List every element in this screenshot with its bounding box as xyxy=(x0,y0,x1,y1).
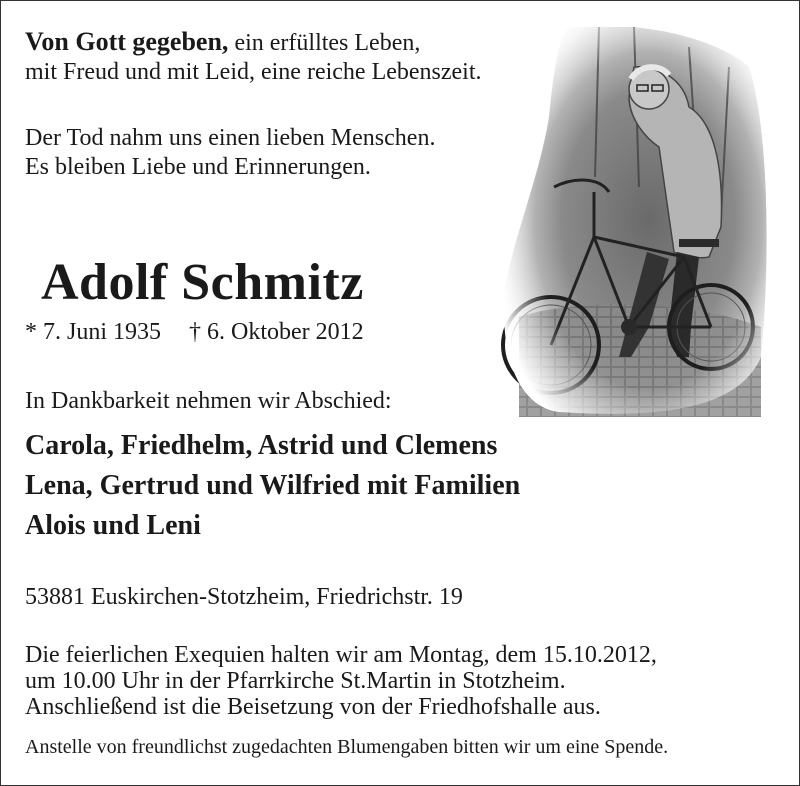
deceased-name: Adolf Schmitz xyxy=(41,254,364,311)
verse-line-2: mit Freud und mit Leid, eine reiche Lebenszeit. xyxy=(25,59,482,85)
service-line-3: Anschließend ist die Beisetzung von der Friedhofshalle aus. xyxy=(25,694,601,720)
death-date: † 6. Oktober 2012 xyxy=(189,319,364,345)
mourners-list xyxy=(25,426,520,546)
man-with-bicycle-photo xyxy=(499,27,767,417)
verse-lead-rest: ein erfülltes Leben, xyxy=(228,30,421,56)
second-verse-line-1: Der Tod nahm uns einen lieben Menschen. xyxy=(25,125,436,151)
service-line-1: Die feierlichen Exequien halten wir am Montag, dem 15.10.2012, xyxy=(25,642,657,668)
second-verse xyxy=(25,124,435,182)
mourner-line: Lena, Gertrud und Wilfried mit Familien xyxy=(25,470,521,501)
service-info xyxy=(25,642,657,720)
birth-date: * 7. Juni 1935 xyxy=(25,319,162,345)
verse-lead: Von Gott gegeben, xyxy=(25,27,229,56)
life-dates xyxy=(25,319,364,346)
donation-note: Anstelle von freundlichst zugedachten Blumengaben bitten wir um eine Spende. xyxy=(25,736,669,758)
opening-verse xyxy=(25,27,482,87)
address: 53881 Euskirchen-Stotzheim, Friedrichstr. 19 xyxy=(25,584,463,610)
second-verse-line-2: Es bleiben Liebe und Erinnerungen. xyxy=(25,154,371,180)
farewell-intro: In Dankbarkeit nehmen wir Abschied: xyxy=(25,388,392,414)
service-line-2: um 10.00 Uhr in der Pfarrkirche St.Martin in Stotzheim. xyxy=(25,668,566,694)
mourner-line: Alois und Leni xyxy=(25,510,201,541)
verse-line-1 xyxy=(25,27,482,58)
mourner-line: Carola, Friedhelm, Astrid und Clemens xyxy=(25,430,498,461)
